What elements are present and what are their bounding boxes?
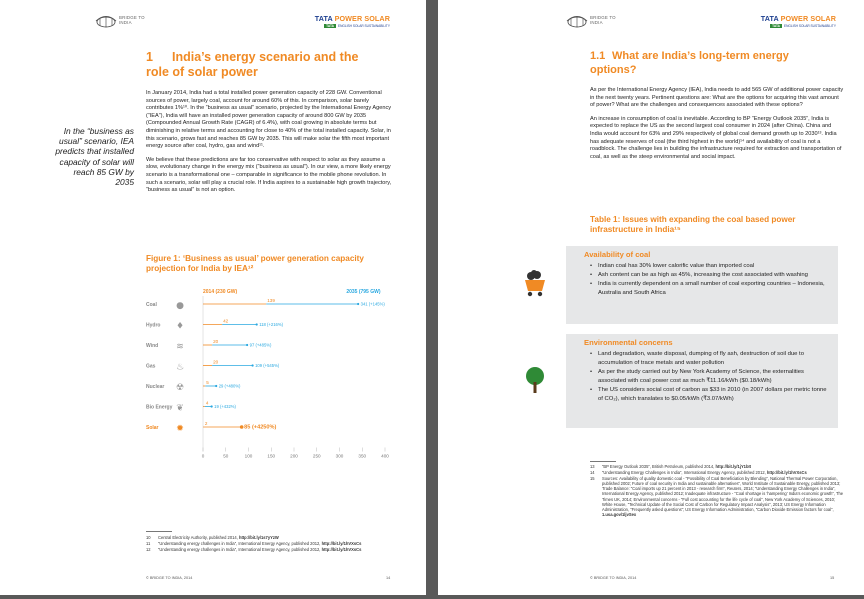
- point-2035: [246, 344, 248, 346]
- footer-copyright: © BRIDGE TO INDIA, 2014: [590, 576, 637, 580]
- tata-tagline: ENGLISH SOLAR SUSTAINABILITY: [783, 24, 836, 28]
- tata-power-solar-logo: [315, 14, 390, 28]
- point-2035: [256, 323, 258, 325]
- footnote: [146, 535, 396, 540]
- tata-badge: TATA: [326, 24, 334, 28]
- footnote-body: “Understanding Energy Challenges in India”, International Energy Agency, published 2012,: [602, 470, 767, 476]
- issue-availability: [566, 246, 838, 324]
- footnotes: [146, 535, 396, 553]
- list-item: • Land degradation, waste disposal, dumping of fly ash, destruction of soil due to accumulation of trace metals and water pollution: [590, 350, 830, 368]
- footnote-link[interactable]: http://bit.ly/1hVXsCs: [766, 470, 807, 476]
- figure-title: Figure 1: ‘Business as usual’ power generation capacity projection for India by IEA¹²: [146, 254, 364, 273]
- list-item: • India is currently dependent on a small number of coal exporting countries – Indonesia, Australia and South Africa: [590, 280, 830, 298]
- category-label: Wind: [146, 343, 159, 349]
- tata-power-solar-logo: [761, 14, 836, 28]
- footnote-rule: [590, 461, 616, 462]
- footnote-number: 15: [590, 476, 595, 482]
- footnote-link[interactable]: http://bit.ly/1hVXsCs: [321, 541, 362, 547]
- value-label-2014: 4: [205, 400, 209, 406]
- category-label: Bio Energy: [146, 404, 173, 411]
- paragraph-2: We believe that these predictions are far too conservative with respect to solar as they assume a slow, evolutionary change in the energy mix (“business as usual”). In our view, a more likely energy scenario is a transformational one – comparable in significance to the mobile phone revolution. In such a scenario, solar will play a crucial role. If India aspires to a sustainable high growth trajectory, “business as usual” is not an option.: [146, 156, 392, 194]
- value-label-2035: 341 (+145%): [360, 301, 385, 307]
- footnote: [590, 476, 844, 517]
- category-label: Hydro: [146, 322, 161, 329]
- footnote-text: [158, 541, 361, 546]
- heading-number: 1.1: [590, 50, 606, 62]
- logo-text: BRIDGE TO INDIA: [119, 15, 145, 25]
- footnote-body: “Understanding energy challenges in India”, International Energy Agency, published 2012,: [158, 541, 322, 547]
- bridge-to-india-logo: [566, 14, 616, 33]
- tata-tagline: ENGLISH SOLAR SUSTAINABILITY: [337, 24, 390, 28]
- footnote-body: Sources: Availability of quality domestic coal - “Possibility of Coal Beneficiation by Blending”, National Thermal Power Corporation, published 2002; Future of coal security in India and sustainable alternatives”, World Institute of Sustainable Energy, published 2013; Trade Balance: “Coal imports up 21 percent in 2013 - research firm”, Reuters, 2014; “Understanding Energy Challenges in India”, International Energy Agency, published 2012; Inadequate infrastructure - “Coal shortage is ‘hampering’ India’s economic growth”, The Times UK, 2014; Environmental concerns - “Full cost accounting for the life cycle of coal”, New York Academy of Sciences, 2010; White House, “Technical Update of the Social Cost of Carbon for Regulatory Impact Analysis”, 2013; US Energy Information Administration, “Frequently asked questions”; US Energy Information Administration, “Carbon Dioxide Emission factors for coal”,: [602, 476, 844, 512]
- tata-name: TATA: [760, 14, 779, 23]
- footnote-number: 10: [146, 535, 151, 540]
- issue-environmental: [566, 334, 838, 428]
- footnote-link[interactable]: http://bit.ly/1s7yYzW: [238, 535, 279, 540]
- section-title: [590, 50, 830, 77]
- x-tick-label: 0: [201, 453, 205, 459]
- body-text: [590, 87, 844, 167]
- capacity-chart: [140, 284, 420, 464]
- category-label: Solar: [146, 425, 159, 431]
- heading-text: What are India’s long-term energy options?: [590, 50, 789, 76]
- footnote-link[interactable]: http://bit.ly/1jY1bIt: [715, 464, 751, 469]
- tata-badge: TATA: [772, 24, 780, 28]
- point-2035: [215, 385, 217, 387]
- right-page: [438, 0, 864, 595]
- category-icon: ≋: [176, 342, 184, 352]
- left-page: [0, 0, 426, 595]
- category-icon: ●: [176, 301, 184, 311]
- category-label: Gas: [146, 363, 156, 370]
- page-number: 14: [386, 576, 391, 580]
- footer-copyright: © BRIDGE TO INDIA, 2014: [146, 576, 193, 580]
- legend-2014: 2014 (230 GW): [203, 289, 238, 295]
- value-label-2014: 20: [213, 339, 219, 344]
- bridge-to-india-logo: [95, 14, 145, 33]
- footnote-number: 12: [146, 547, 151, 553]
- value-label-2014: 20: [213, 359, 219, 365]
- category-icon: ☢: [175, 383, 185, 393]
- category-icon: ♦: [175, 321, 185, 332]
- paragraph-2: An increase in consumption of coal is inevitable. According to BP “Energy Outlook 2035”, India is expected to replace the US as the second largest coal consumer in 2024 (after China). China and India would account for 63% and 29% respectively of global coal demand growth up to 2030¹³. India has adequate reserves of coal (the third highest in the world)¹⁴ and availability of coal is not a roadblock. The challenge lies in building the infrastructure required for extraction and transportation of coal, as well as the steep environmental and social impact.: [590, 115, 842, 160]
- footnote: [590, 464, 844, 469]
- footnote-text: [158, 547, 361, 552]
- x-tick-label: 350: [358, 453, 367, 459]
- list-item: • Ash content can be as high as 45%, increasing the cost associated with washing: [590, 271, 830, 280]
- x-tick-label: 400: [381, 453, 389, 459]
- point-2035: [240, 425, 244, 429]
- pull-quote: In the “business as usual” scenario, IEA predicts that installed capacity of solar will reach 85 GW by 2035: [55, 126, 134, 188]
- tata-name-2: POWER SOLAR: [334, 14, 390, 23]
- issue-title: Environmental concerns: [584, 338, 673, 347]
- footnote-number: 11: [146, 541, 151, 547]
- page-number: 15: [830, 576, 835, 580]
- footnote-body: “BP Energy Outlook 2035”, British Petroleum, published 2014,: [602, 464, 716, 469]
- category-icon: ✹: [176, 424, 184, 434]
- legend-2035: 2035 (795 GW): [346, 289, 381, 295]
- issue-title: Availability of coal: [584, 250, 651, 259]
- paragraph-1: In January 2014, India had a total installed power generation capacity of 228 GW. Conventional sources of power, largely coal, account for around 60% of this. In comparison, solar barely contributes 1%¹⁰. In the “business as usual” scenario, projected by the International Energy Agency (“IEA”), India will have an installed power generation capacity of around 800 GW by 2035 (Compounded Annual Growth Rate (CAGR) of 6.4%), with coal growing in absolute terms but diminishing in relative terms and accounting for close to 40% of the total installed capacity. Solar, in this scenario, grows fast and reaches 85 GW by 2035. This will make solar the fifth most important energy source after coal, hydro, gas and wind¹¹.: [146, 90, 392, 150]
- issue-list: [590, 262, 830, 298]
- tata-name-2: POWER SOLAR: [780, 14, 836, 23]
- value-label-2014: 139: [267, 298, 275, 303]
- footnote-text: [602, 464, 751, 469]
- list-item: • Indian coal has 30% lower calorific value than imported coal: [590, 262, 830, 271]
- list-item: • As per the study carried out by New York Academy of Science, the externalities associated with coal power cost as much ₹11.16/kWh ($0.18/kWh): [590, 368, 830, 386]
- value-label-2014: 2: [204, 421, 208, 426]
- tree-icon: [520, 366, 550, 394]
- page-title: [146, 50, 376, 80]
- paragraph-1: As per the International Energy Agency (IEA), India needs to add 565 GW of additional power capacity in the next twenty years. Pertinent questions are: What are the options for acquiring this vast amount of power? What are the challenges and consequences associated with these options?: [590, 87, 844, 109]
- footnote-text: [602, 476, 844, 517]
- footnotes: [590, 464, 844, 518]
- x-tick-label: 200: [290, 453, 298, 459]
- bridge-logo-icon: [95, 14, 117, 28]
- logo-text: BRIDGE TO INDIA: [590, 15, 616, 25]
- x-tick-label: 50: [223, 453, 229, 459]
- body-text: [146, 90, 396, 201]
- heading-text: India’s energy scenario and the role of solar power: [146, 50, 359, 79]
- footnote: [146, 541, 396, 546]
- value-label-2035: 109 (+545%): [255, 363, 280, 369]
- footnote-text: [158, 535, 279, 540]
- footnote-rule: [146, 531, 172, 532]
- footnote-number: 13: [590, 464, 595, 469]
- value-label-2035: 29 (+480%): [218, 383, 241, 389]
- point-2035: [251, 364, 253, 366]
- bridge-logo-icon: [566, 14, 588, 28]
- footnote: [146, 547, 396, 552]
- value-label-2035: 97 (+485%): [249, 342, 272, 348]
- footnote-text: [602, 470, 807, 475]
- x-tick-label: 100: [244, 453, 253, 459]
- footnote-body: Central Electricity Authority, published 2014,: [158, 535, 239, 540]
- category-label: Nuclear: [146, 384, 165, 390]
- value-label-2014: 42: [223, 318, 229, 324]
- list-item: • The US considers social cost of carbon as $33 in 2010 (in 2007 dollars per metric tonne of CO₂), which translates to $0.05/kWh (₹3.07/kWh): [590, 386, 830, 404]
- x-tick-label: 150: [267, 453, 276, 459]
- category-icon: ♨: [175, 362, 185, 373]
- footnote-number: 14: [590, 470, 595, 476]
- tata-name: TATA: [314, 14, 333, 23]
- x-tick-label: 300: [335, 453, 344, 459]
- point-2035: [357, 303, 359, 305]
- coal-cart-icon: [520, 270, 550, 298]
- heading-number: 1: [146, 50, 153, 64]
- value-label-2035: 118 (+216%): [259, 322, 283, 328]
- footnote: [590, 470, 844, 475]
- table-title: Table 1: Issues with expanding the coal based power infrastructure in India¹⁵: [590, 215, 796, 234]
- category-label: Coal: [146, 302, 157, 308]
- footnote-link[interactable]: http://bit.ly/1hVXsCs: [321, 547, 362, 553]
- value-label-2014: 5: [206, 380, 209, 385]
- category-icon: ❦: [176, 403, 184, 414]
- issue-list: [590, 350, 830, 404]
- x-tick-label: 250: [312, 453, 321, 459]
- footnote-body: “Understanding energy challenges in India”, International Energy Agency, published 2012,: [158, 547, 322, 553]
- value-label-2035: 19 (+432%): [214, 404, 236, 410]
- value-label-2035: 85 (+4250%): [244, 424, 277, 431]
- footnote-link[interactable]: 1.usa.gov/1ljvSex: [602, 511, 637, 517]
- point-2035: [211, 405, 213, 407]
